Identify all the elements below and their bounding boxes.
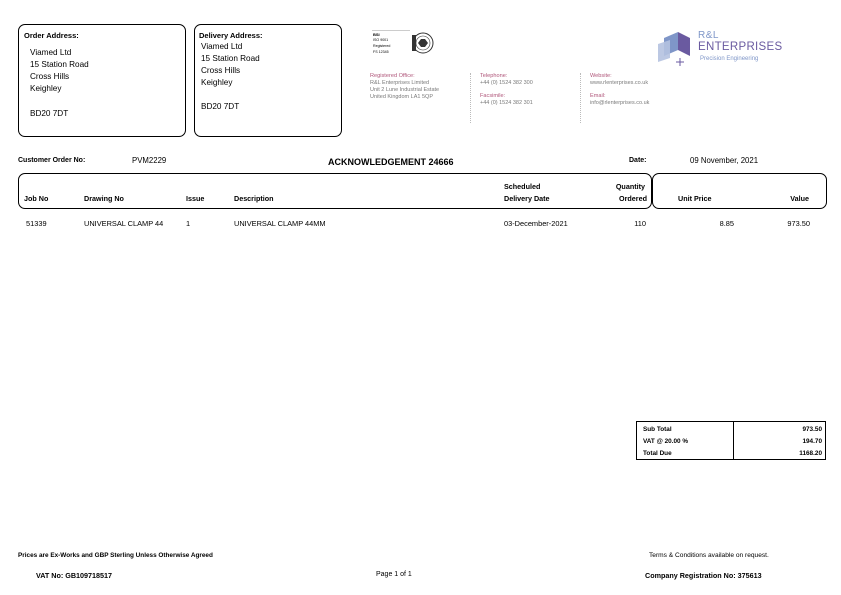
row-quantity: 110 xyxy=(634,219,646,228)
delivery-address-box xyxy=(194,24,342,137)
cert-text-3: Registered xyxy=(373,44,391,48)
order-address-line-4: Keighley xyxy=(30,84,62,93)
date-value: 09 November, 2021 xyxy=(690,156,759,165)
header-job-no: Job No xyxy=(24,194,49,203)
web-block xyxy=(590,73,690,123)
header-issue: Issue xyxy=(186,194,205,203)
header-unit-price: Unit Price xyxy=(678,194,712,203)
order-address-postcode: BD20 7DT xyxy=(30,109,69,118)
header-drawing-no: Drawing No xyxy=(84,194,124,203)
header-scheduled: Scheduled xyxy=(504,182,541,191)
date-label: Date: xyxy=(629,157,647,164)
vat-value: 194.70 xyxy=(802,438,822,445)
totals-box xyxy=(636,421,826,460)
customer-order-label: Customer Order No: xyxy=(18,157,86,164)
order-address-label: Order Address: xyxy=(24,31,79,40)
row-description: UNIVERSAL CLAMP 44MM xyxy=(234,219,326,228)
registered-office-line-1: R&L Enterprises Limited xyxy=(370,80,430,86)
row-value: 973.50 xyxy=(787,219,810,228)
table-header-box xyxy=(18,173,652,209)
facsimile-label: Facsimile: xyxy=(480,93,506,99)
header-ordered: Ordered xyxy=(619,194,647,203)
totals-divider xyxy=(733,422,734,459)
company-logo-tagline: Precision Engineering xyxy=(700,56,759,62)
order-address-line-1: Viamed Ltd xyxy=(30,48,72,57)
price-header-box xyxy=(652,173,827,209)
registered-office-label: Registered Office: xyxy=(370,73,415,79)
order-address-box xyxy=(18,24,186,137)
total-due-label: Total Due xyxy=(643,450,672,457)
delivery-address-line-2: 15 Station Road xyxy=(201,54,260,63)
delivery-address-line-4: Keighley xyxy=(201,78,233,87)
cert-text-1: BSI xyxy=(373,32,380,37)
email-value: info@rlenterprises.co.uk xyxy=(590,100,650,106)
sub-total-label: Sub Total xyxy=(643,426,672,433)
registered-office-line-2: Unit 2 Lune Industrial Estate xyxy=(370,87,440,93)
order-address-line-2: 15 Station Road xyxy=(30,60,89,69)
registered-office-block xyxy=(370,73,471,123)
telephone-label: Telephone: xyxy=(480,73,508,79)
row-drawing-no: UNIVERSAL CLAMP 44 xyxy=(84,219,164,228)
row-issue: 1 xyxy=(186,219,191,228)
vat-number: VAT No: GB109718517 xyxy=(36,571,113,580)
row-unit-price: 8.85 xyxy=(719,219,734,228)
vat-label: VAT @ 20.00 % xyxy=(643,438,689,445)
delivery-address-label: Delivery Address: xyxy=(199,31,263,40)
website-label: Website: xyxy=(590,73,612,79)
company-logo-word: ENTERPRISES xyxy=(698,41,783,53)
document-title: ACKNOWLEDGEMENT 24666 xyxy=(328,157,454,167)
delivery-address-postcode: BD20 7DT xyxy=(201,102,240,111)
company-logo xyxy=(656,28,796,70)
prices-note: Prices are Ex-Works and GBP Sterling Unless Otherwise Agreed xyxy=(18,552,213,559)
header-value: Value xyxy=(790,194,809,203)
company-registration: Company Registration No: 375613 xyxy=(645,571,762,580)
email-label: Email: xyxy=(590,93,606,99)
customer-order-number: PVM2229 xyxy=(132,156,167,165)
registered-office-line-3: United Kingdom LA1 5QP xyxy=(370,94,433,100)
company-logo-letters: R&L xyxy=(698,30,719,41)
company-logo-mark-icon xyxy=(656,28,692,68)
row-delivery-date: 03-December-2021 xyxy=(504,219,568,228)
sub-total-value: 973.50 xyxy=(802,426,822,433)
delivery-address-line-1: Viamed Ltd xyxy=(201,42,243,51)
order-address-line-3: Cross Hills xyxy=(30,72,70,81)
website-value: www.rlenterprises.co.uk xyxy=(590,80,649,86)
delivery-address-line-3: Cross Hills xyxy=(201,66,241,75)
telephone-value: +44 (0) 1524 382 300 xyxy=(480,80,533,86)
phone-block xyxy=(480,73,581,123)
certification-badge xyxy=(372,30,438,58)
facsimile-value: +44 (0) 1524 382 301 xyxy=(480,100,533,106)
page-number: Page 1 of 1 xyxy=(376,571,412,578)
header-quantity: Quantity xyxy=(615,182,645,191)
cert-text-2: ISO 9001 xyxy=(373,38,389,42)
table-row xyxy=(18,216,828,230)
header-delivery-date: Delivery Date xyxy=(504,194,550,203)
terms-note: Terms & Conditions available on request. xyxy=(649,552,769,559)
row-job-no: 51339 xyxy=(26,219,47,228)
header-description: Description xyxy=(234,194,274,203)
total-due-value: 1168.20 xyxy=(799,450,822,457)
cert-text-4: FS 12345 xyxy=(373,50,389,54)
